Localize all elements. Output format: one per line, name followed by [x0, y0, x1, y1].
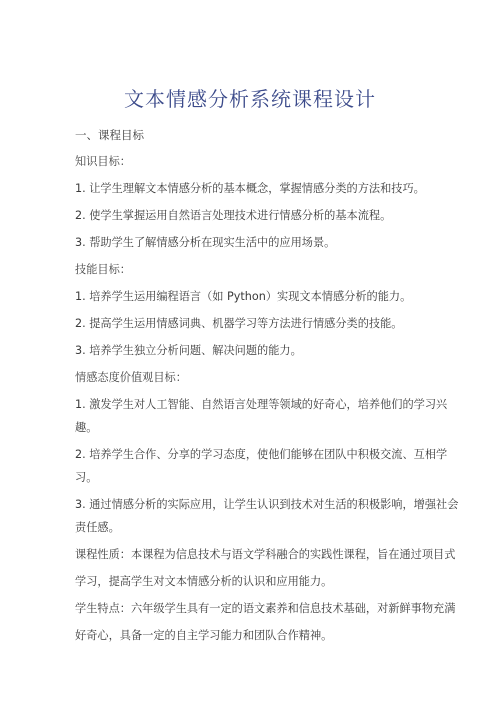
skill-goal-item: 1. 培养学生运用编程语言（如 Python）实现文本情感分析的能力。: [75, 290, 412, 303]
attitude-goal-item-continuation: 趣。: [75, 421, 98, 434]
skill-goal-item: 2. 提高学生运用情感词典、机器学习等方法进行情感分类的技能。: [75, 317, 403, 330]
student-traits-paragraph-line: 好奇心，具备一定的自主学习能力和团队合作精神。: [75, 629, 333, 642]
attitude-goal-item-line: 3. 通过情感分析的实际应用，让学生认识到技术对生活的积极影响，增强社会: [75, 498, 459, 511]
knowledge-goal-item: 2. 使学生掌握运用自然语言处理技术进行情感分析的基本流程。: [75, 209, 392, 222]
knowledge-goals-label: 知识目标：: [75, 155, 131, 168]
attitude-goal-item-line: 2. 培养学生合作、分享的学习态度，使他们能够在团队中积极交流、互相学: [75, 448, 448, 461]
course-nature-paragraph-line: 学习，提高学生对文本情感分析的认识和应用能力。: [75, 575, 333, 588]
skill-goals-label: 技能目标：: [75, 263, 131, 276]
student-traits-paragraph-line: 学生特点：六年级学生具有一定的语文素养和信息技术基础，对新鲜事物充满: [75, 602, 456, 615]
skill-goal-item: 3. 培养学生独立分析问题、解决问题的能力。: [75, 344, 302, 357]
course-nature-paragraph-line: 课程性质：本课程为信息技术与语文学科融合的实践性课程，旨在通过项目式: [75, 548, 456, 561]
document-title: 文本情感分析系统课程设计: [124, 87, 376, 111]
attitude-goal-item-continuation: 习。: [75, 471, 98, 484]
attitude-goal-item-line: 1. 激发学生对人工智能、自然语言处理等领域的好奇心，培养他们的学习兴: [75, 398, 448, 411]
section-heading-course-goals: 一、课程目标: [75, 128, 144, 142]
attitude-goals-label: 情感态度价值观目标：: [75, 371, 187, 384]
attitude-goal-item-continuation: 责任感。: [75, 521, 120, 534]
knowledge-goal-item: 1. 让学生理解文本情感分析的基本概念，掌握情感分类的方法和技巧。: [75, 182, 425, 195]
knowledge-goal-item: 3. 帮助学生了解情感分析在现实生活中的应用场景。: [75, 236, 336, 249]
